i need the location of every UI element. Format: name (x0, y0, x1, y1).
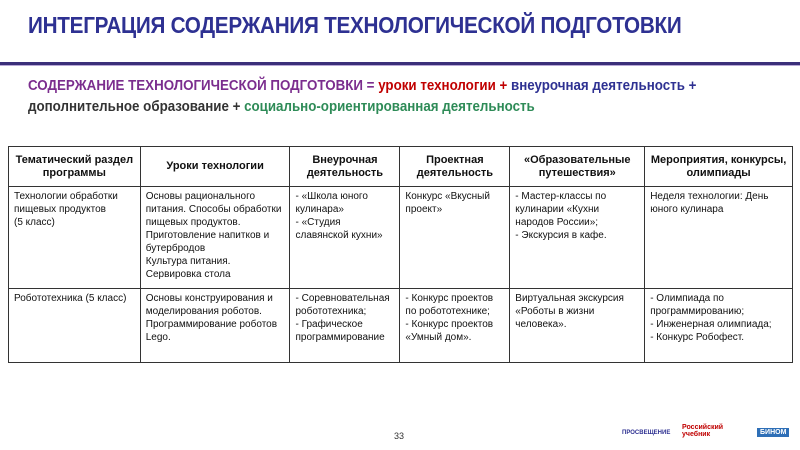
header-cell: Мероприятия, конкурсы, олимпиады (645, 147, 793, 187)
formula-text (28, 76, 764, 118)
table-cell: - Мастер-классы по кулинарии «Кухни народов России»; - Экскурсия в кафе. (510, 187, 645, 289)
table-cell: Основы рационального питания. Способы обработки пищевых продуктов. Приготовление напитков и бутербродов Культура питания. Сервировка стола (140, 187, 290, 289)
table-cell: Неделя технологии: День юного кулинара (645, 187, 793, 289)
russian-textbook-logo: Российский учебник (682, 424, 724, 438)
formula-additional: дополнительное образование (28, 99, 229, 115)
header-cell: Уроки технологии (140, 147, 290, 187)
table-cell: - «Школа юного кулинара» - «Студия славянской кухни» (290, 187, 400, 289)
table-cell: Основы конструирования и моделирования роботов. Программирование роботов Lego. (140, 289, 290, 363)
table-cell: - Конкурс проектов по робототехнике; - Конкурс проектов «Умный дом». (400, 289, 510, 363)
table-cell: Конкурс «Вкусный проект» (400, 187, 510, 289)
table-cell: - Соревновательная робототехника; - Графическое программирование (290, 289, 400, 363)
table-cell: Технологии обработки пищевых продуктов (5 класс) (9, 187, 141, 289)
slide-title: ИНТЕГРАЦИЯ СОДЕРЖАНИЯ ТЕХНОЛОГИЧЕСКОЙ ПОДГОТОВКИ (28, 12, 682, 38)
formula-extracurricular: внеурочная деятельность (511, 78, 685, 94)
header-cell: «Образовательные путешествия» (510, 147, 645, 187)
plus: + (499, 78, 508, 94)
prosveshchenie-logo: ПРОСВЕЩЕНИЕ (622, 430, 671, 436)
formula-social: социально-ориентированная деятельность (244, 99, 535, 115)
binom-logo: БИНОМ (757, 428, 789, 437)
page-number: 33 (394, 431, 405, 441)
header-cell: Внеурочная деятельность (290, 147, 400, 187)
table-header-row (9, 147, 793, 187)
table-cell: Робототехника (5 класс) (9, 289, 141, 363)
table-row (9, 187, 793, 289)
formula-lessons: уроки технологии (378, 78, 496, 94)
table-row (9, 289, 793, 363)
header-cell: Проектная деятельность (400, 147, 510, 187)
formula-lhs: СОДЕРЖАНИЕ ТЕХНОЛОГИЧЕСКОЙ ПОДГОТОВКИ = (28, 78, 375, 94)
plus: + (232, 99, 241, 115)
header-cell: Тематический раздел программы (9, 147, 141, 187)
integration-table (8, 146, 793, 363)
table-cell: - Олимпиада по программированию; - Инженерная олимпиада; - Конкурс Робофест. (645, 289, 793, 363)
title-divider (0, 62, 800, 66)
plus: + (688, 78, 697, 94)
table-cell: Виртуальная экскурсия «Роботы в жизни человека». (510, 289, 645, 363)
